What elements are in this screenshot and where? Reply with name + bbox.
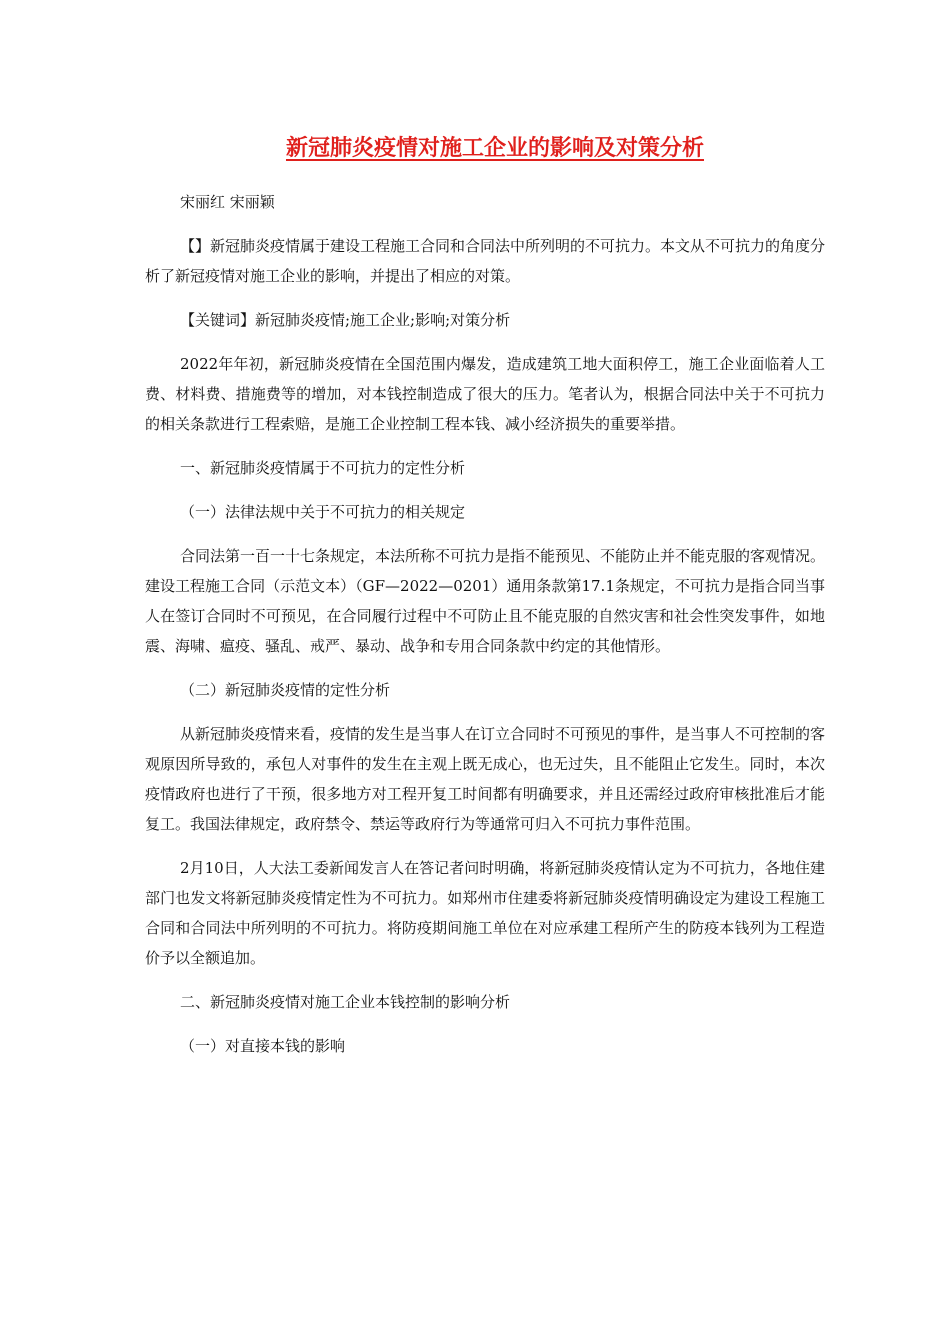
section-1-2-paragraph-1: 从新冠肺炎疫情来看，疫情的发生是当事人在订立合同时不可预见的事件，是当事人不可控制的客观原因所导致的，承包人对事件的发生在主观上既无成心，也无过失，且不能阻止它发生。同时，本次疫情政府也进行了干预，很多地方对工程开复工时间都有明确要求，并且还需经过政府审核批准后才能复工。我国法律规定，政府禁令、禁运等政府行为等通常可归入不可抗力事件范围。 xyxy=(145,725,826,833)
section-1-2-paragraph-2: 2月10日，人大法工委新闻发言人在答记者问时明确，将新冠肺炎疫情认定为不可抗力，各地住建部门也发文将新冠肺炎疫情定性为不可抗力。如郑州市住建委将新冠肺炎疫情明确设定为建设工程施工合同和合同法中所列明的不可抗力。将防疫期间施工单位在对应承建工程所产生的防疫本钱列为工程造价予以全额追加。 xyxy=(145,859,825,967)
document-title: 新冠肺炎疫情对施工企业的影响及对策分析 xyxy=(285,136,704,161)
section-2-1-heading: （一）对直接本钱的影响 xyxy=(180,1037,346,1055)
section-1-2-heading: （二）新冠肺炎疫情的定性分析 xyxy=(180,681,391,699)
keywords: 【关键词】新冠肺炎疫情;施工企业;影响;对策分析 xyxy=(180,311,511,329)
abstract: 【】新冠肺炎疫情属于建设工程施工合同和合同法中所列明的不可抗力。本文从不可抗力的角度分析了新冠疫情对施工企业的影响，并提出了相应的对策。 xyxy=(145,237,826,285)
authors: 宋丽红 宋丽颖 xyxy=(180,193,275,211)
section-2-heading: 二、新冠肺炎疫情对施工企业本钱控制的影响分析 xyxy=(180,993,511,1011)
intro-paragraph: 2022年年初，新冠肺炎疫情在全国范围内爆发，造成建筑工地大面积停工，施工企业面临着人工费、材料费、措施费等的增加，对本钱控制造成了很大的压力。笔者认为，根据合同法中关于不可抗力的相关条款进行工程索赔，是施工企业控制工程本钱、减小经济损失的重要举措。 xyxy=(145,355,825,433)
section-1-1-paragraph: 合同法第一百一十七条规定，本法所称不可抗力是指不能预见、不能防止并不能克服的客观情况。建设工程施工合同（示范文本）（GF—2022—0201）通用条款第17.1条规定，不可抗力是指合同当事人在签订合同时不可预见，在合同履行过程中不可防止且不能克服的自然灾害和社会性突发事件，如地震、海啸、瘟疫、骚乱、戒严、暴动、战争和专用合同条款中约定的其他情形。 xyxy=(145,547,826,655)
section-1-heading: 一、新冠肺炎疫情属于不可抗力的定性分析 xyxy=(180,459,466,477)
section-1-1-heading: （一）法律法规中关于不可抗力的相关规定 xyxy=(180,503,466,521)
